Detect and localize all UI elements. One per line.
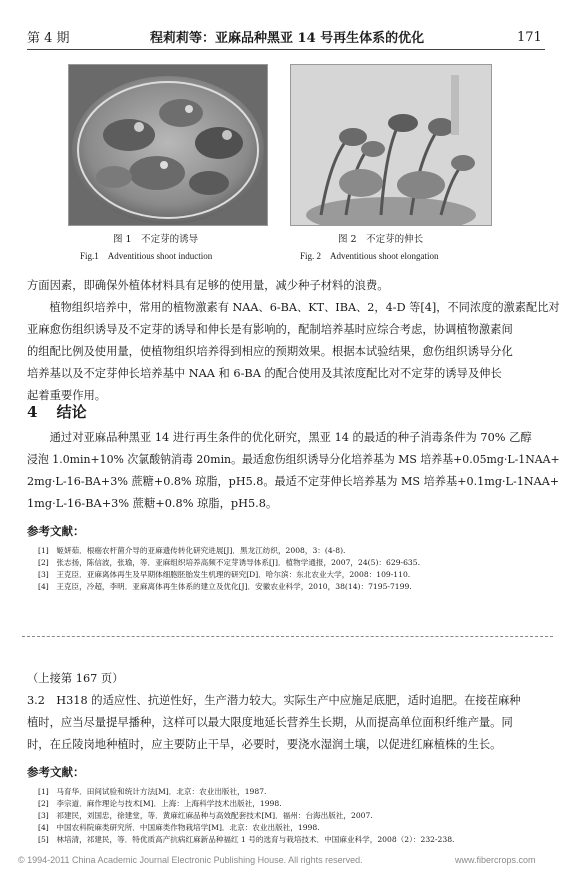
reference-item: [4] 中国农科院麻类研究所．中国麻类作物栽培学[M]．北京：农业出版社，1998. [38,823,320,832]
reference-item: [3] 王克臣．亚麻离体再生及早期体细胞胚胎发生机理的研究[D]．哈尔滨：东北农业大学，2008：109-110. [38,570,411,579]
conclusion-line: 2mg·L-16-BA+3% 蔗糖+0.8% 琼脂，pH5.8。最适不定芽伸长培养基为 MS 培养基+0.1mg·L-1NAA+ [27,475,560,488]
reference-item: [2] 李宗道．麻作理论与技术[M]．上海：上海科学技术出版社，1998. [38,799,282,808]
figure-1-photo [68,64,268,226]
reference-item: [3] 祁建民，刘国忠，徐建堂，等．黄麻红麻品种与高效配套技术[M]．福州：台海出版社，2007. [38,811,373,820]
reference-item: [1] 姬妍茹．根癌农杆菌介导的亚麻遗传转化研究进展[J]．黑龙江纺织，2008，3：(4-8). [38,546,346,555]
body-line: 起着重要作用。 [27,389,107,402]
reference-item: [2] 张志扬，陈信波，张瑜，等．亚麻组织培养高频不定芽诱导体系[J]．植物学通报，2007，24(5)：629-635. [38,558,420,567]
continued-line: 时，在丘陵岗地种植时，应主要防止干旱，必要时，要浇水湿润土壤，以促进红麻植株的生长。 [27,738,502,751]
section-heading [27,401,87,422]
header-rule [27,49,545,50]
body-line: 培养基以及不定芽伸长培养基中 NAA 和 6-BA 的配合使用及其浓度配比对不定芽的诱导及伸长 [27,367,502,380]
site-watermark: www.fibercrops.com [455,855,536,865]
conclusion-line: 1mg·L-16-BA+3% 蔗糖+0.8% 琼脂，pH5.8。 [27,497,278,510]
figure-2-photo [290,64,492,226]
body-line: 植物组织培养中，常用的植物激素有 NAA、6-BA、KT、IBA、2，4-D 等[4]，不同浓度的激素配比对 [27,301,560,314]
page-number: 171 [517,30,542,45]
body-line: 的组配比例及使用量，使植物组织培养得到相应的预期效果。根据本试验结果，愈伤组织诱导分化 [27,345,513,358]
conclusion-line: 浸泡 1.0min+10% 次氯酸钠消毒 20min。最适愈伤组织诱导分化培养基为 MS 培养基+0.05mg·L-1NAA+ [27,453,560,466]
issue-label: 第 4 期 [27,31,70,46]
references-title: 参考文献： [27,765,85,779]
copyright-footer: © 1994-2011 China Academic Journal Electronic Publishing House. All rights reserved. [18,855,363,865]
running-title: 程莉莉等：亚麻品种黑亚 14 号再生体系的优化 [150,31,425,46]
figure-1-caption-cn: 图 1 不定芽的诱导 [113,234,199,245]
figure-2-caption-en: Fig. 2 Adventitious shoot elongation [300,251,439,261]
body-line: 亚麻愈伤组织诱导及不定芽的诱导和伸长是有影响的，配制培养基时应综合考虑，协调植物激素间 [27,323,513,336]
body-line: 方面因素，即确保外植体材料具有足够的使用量，减少种子材料的浪费。 [27,279,389,292]
reference-item: [4] 王克臣，冷超，李明．亚麻离体再生体系的建立及优化[J]．安徽农业科学，2010，38(14)：7195-7199. [38,582,412,591]
figure-1-caption-en: Fig.1 Adventitious shoot induction [80,251,213,261]
section-number: 4 [27,403,38,421]
figure-2-caption-cn: 图 2 不定芽的伸长 [338,234,424,245]
reference-item: [5] 林培清，祁建民，等．特优质高产抗病红麻新品种福红 1 号的选育与栽培技术．中国麻业科学，2008（2）：232-238. [38,835,455,844]
conclusion-line: 通过对亚麻品种黑亚 14 进行再生条件的优化研究，黑亚 14 的最适的种子消毒条件为 70% 乙醇 [27,431,532,444]
continued-from-label: （上接第 167 页） [27,672,124,685]
shoot-induction-image [69,65,267,225]
shoot-elongation-image [291,65,491,225]
continued-line: 植时，应当尽量提早播种，这样可以最大限度地延长营养生长期，从而提高单位面积纤维产量。同 [27,716,513,729]
continued-line: 3.2 H318 的适应性、抗逆性好，生产潜力较大。实际生产中应施足底肥，适时追肥。在接茬麻种 [27,694,521,707]
article-separator [22,636,553,637]
references-title: 参考文献： [27,524,85,538]
section-title: 结论 [56,403,87,421]
reference-item: [1] 马育华．田间试验和统计方法[M]．北京：农业出版社，1987. [38,787,267,796]
